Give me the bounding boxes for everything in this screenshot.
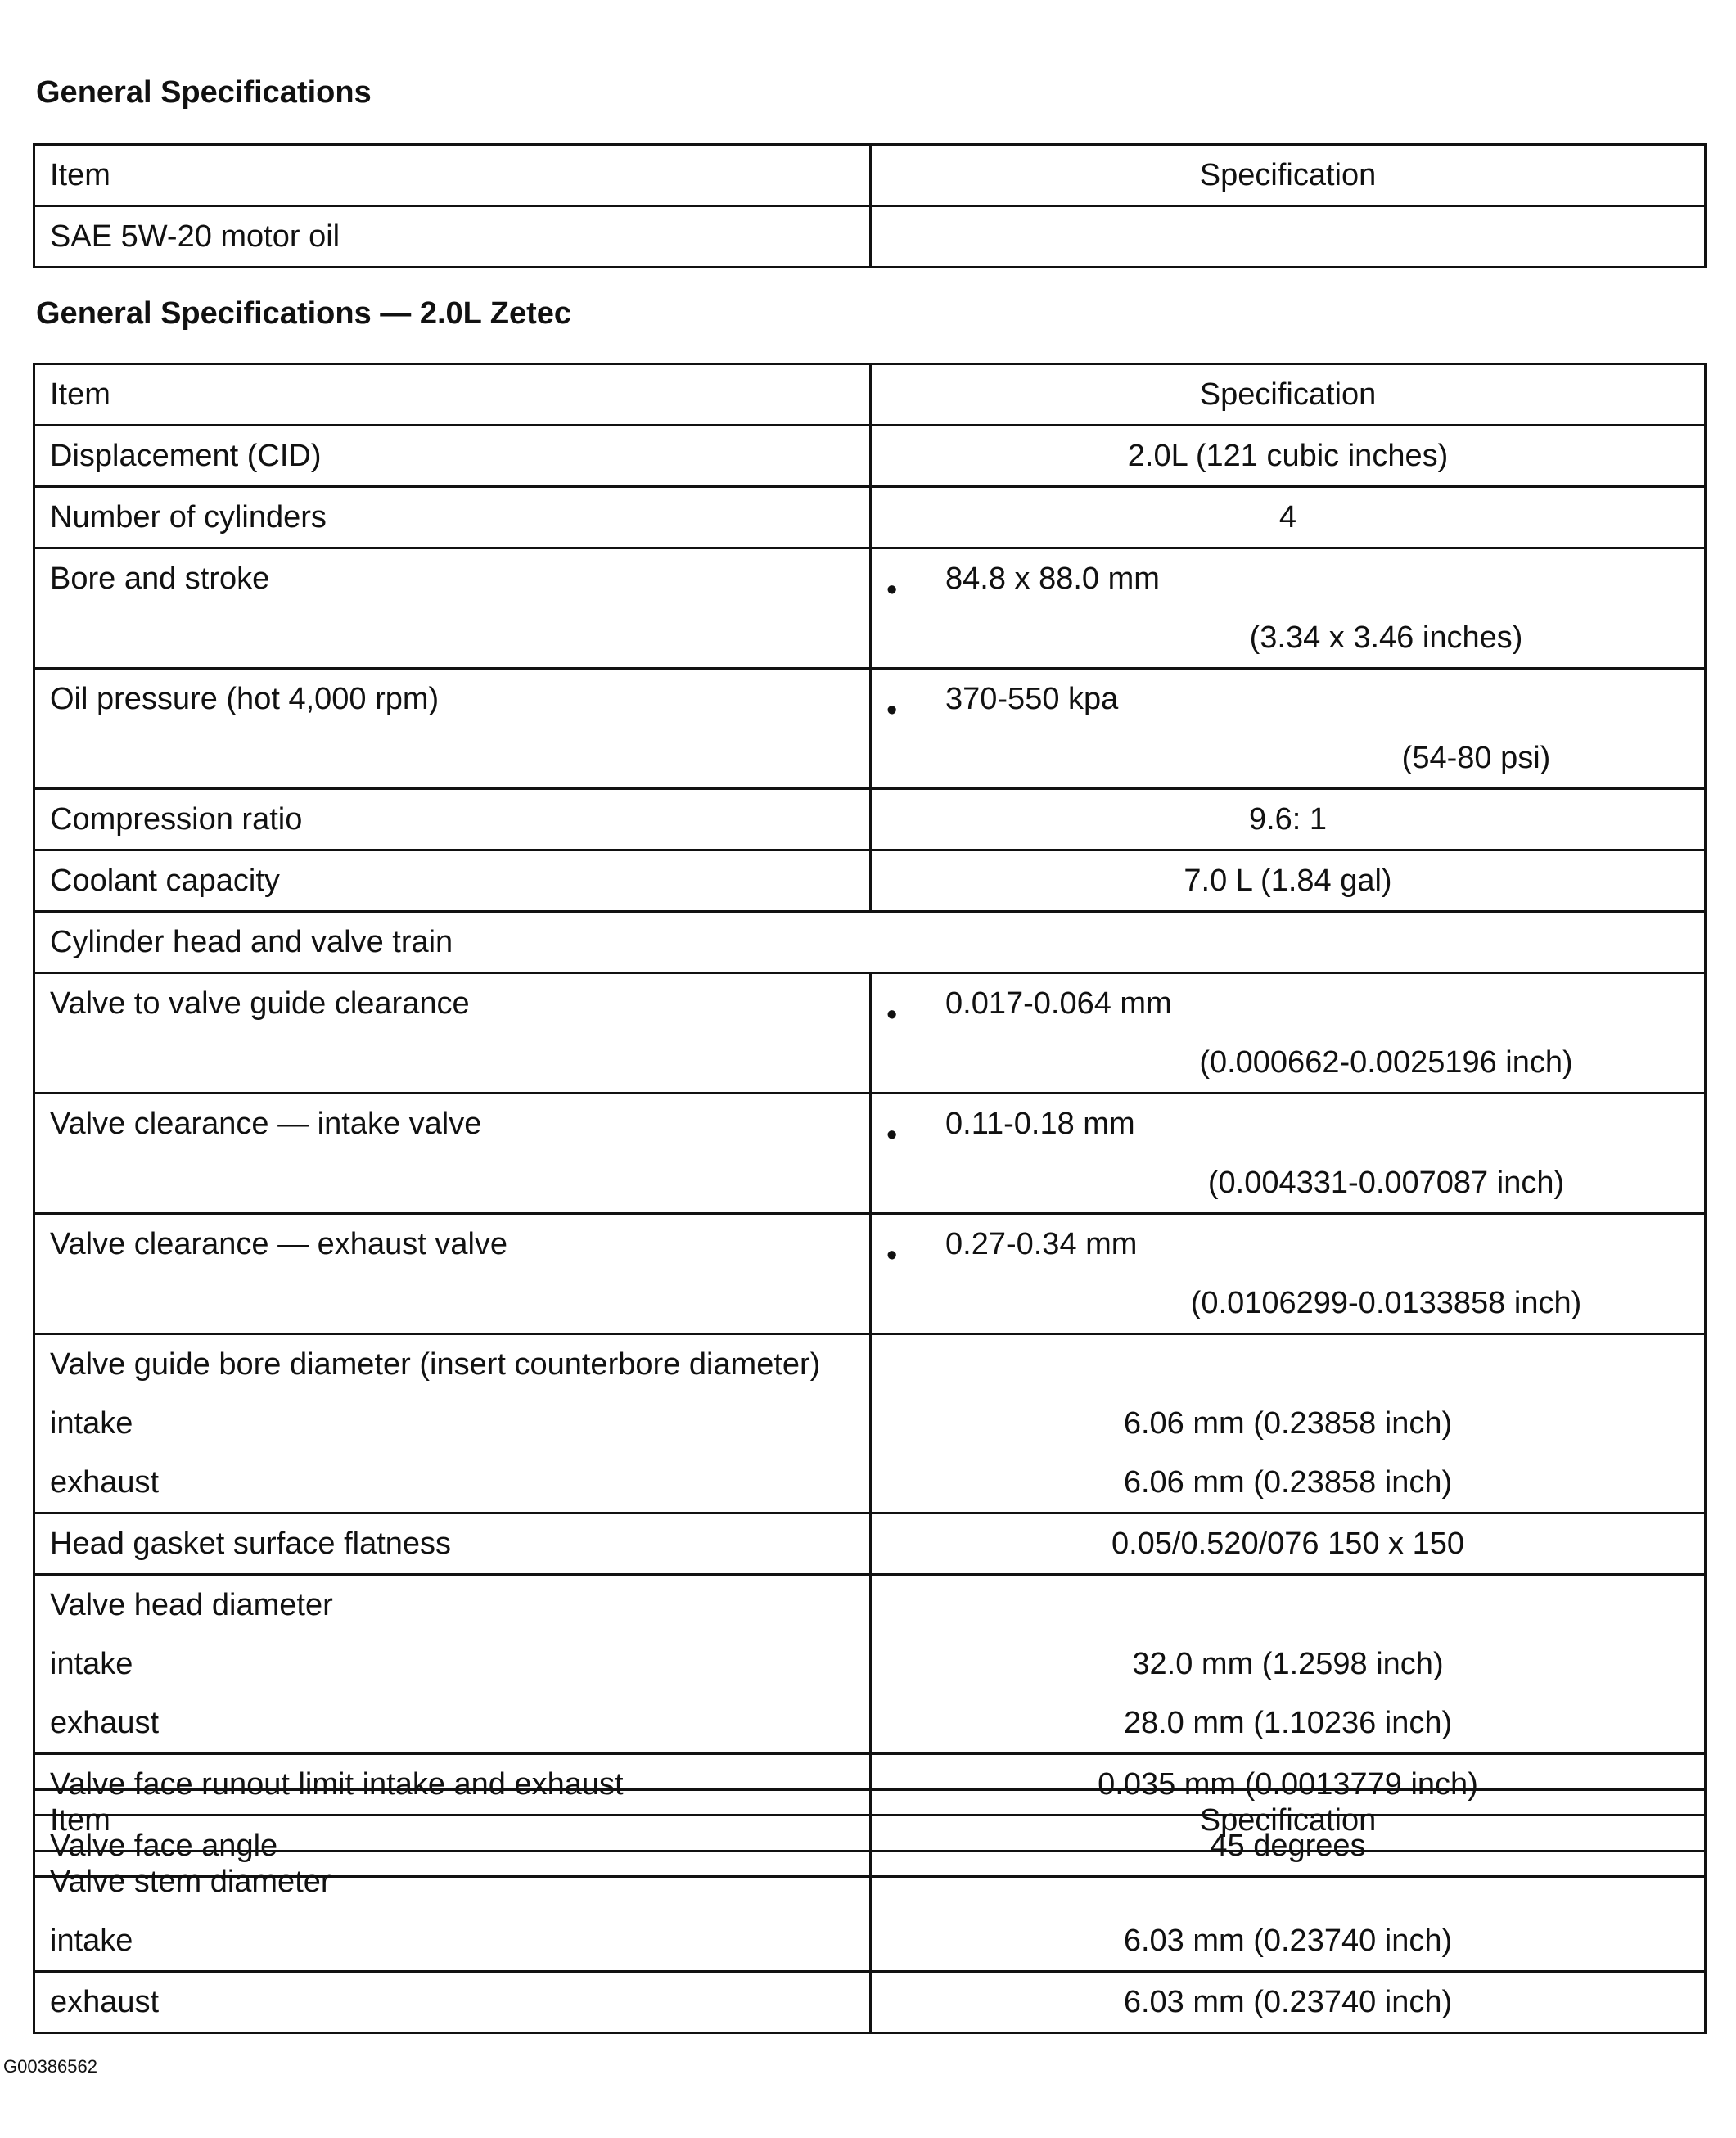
item-cell: Oil pressure (hot 4,000 rpm) [34,669,871,789]
spec-metric: 0.017-0.064 mm [945,986,1172,1021]
item-cell: Displacement (CID) [34,426,871,487]
spec-header: Specification [871,1790,1706,1852]
table-row [34,1214,1706,1334]
spec-metric: 370-550 kpa [945,682,1119,716]
spec-metric: 0.11-0.18 mm [945,1107,1135,1141]
item-cell: SAE 5W-20 motor oil [34,206,871,268]
spec-cell [871,1094,1706,1214]
spec-intake: 6.03 mm (0.23740 inch) [1123,1924,1453,1958]
section-heading: Cylinder head and valve train [34,912,1706,973]
item-sublabel-intake: intake [50,1647,133,1681]
spec-cell: 0.035 mm (0.0013779 inch) [871,1754,1706,1815]
table-row [34,426,1706,487]
table-row [34,1334,1706,1513]
spec-cell [871,1334,1706,1513]
spec-cell [871,1575,1706,1754]
item-cell: Compression ratio [34,789,871,850]
item-cell: Coolant capacity [34,850,871,912]
item-cell [34,1852,871,1972]
spec-cell: 7.0 L (1.84 gal) [871,850,1706,912]
item-sublabel-intake: intake [50,1406,133,1441]
table-row [34,669,1706,789]
spec-cell: 2.0L (121 cubic inches) [871,426,1706,487]
spec-cell [871,1214,1706,1334]
spec-intake: 32.0 mm (1.2598 inch) [1132,1647,1444,1681]
spec-cell: 9.6: 1 [871,789,1706,850]
item-cell: Valve face angle [34,1815,871,1877]
spec-imperial: (54-80 psi) [1401,741,1551,775]
item-sublabel-intake: intake [50,1924,133,1958]
zetec-spec-table [33,363,1707,1878]
table-row [34,1513,1706,1575]
spec-cell [871,548,1706,669]
valve-stem-table [33,1788,1707,2034]
spec-metric: 84.8 x 88.0 mm [945,562,1160,596]
table-row [34,1094,1706,1214]
spec-cell [871,206,1706,268]
item-cell: Valve face runout limit intake and exhaust [34,1754,871,1815]
spec-metric: 0.27-0.34 mm [945,1227,1138,1261]
table-row [34,973,1706,1094]
item-header: Item [34,364,871,426]
bullet-icon: • [886,1118,898,1152]
item-label: Valve stem diameter [50,1865,331,1899]
spec-exhaust: 28.0 mm (1.10236 inch) [1123,1706,1453,1740]
spec-exhaust: 6.06 mm (0.23858 inch) [1123,1465,1453,1500]
item-sublabel-exhaust: exhaust [50,1465,160,1500]
spec-intake: 6.06 mm (0.23858 inch) [1123,1406,1453,1441]
bullet-icon: • [886,998,898,1032]
item-cell [34,1334,871,1513]
spec-imperial: (0.0106299-0.0133858 inch) [1190,1286,1582,1320]
table-section-row [34,912,1706,973]
table-row [34,1972,1706,2033]
spec-cell [871,1852,1706,1972]
table-row [34,206,1706,268]
section-title-general: General Specifications [36,75,372,110]
table-row [34,1852,1706,1972]
spec-cell: 0.05/0.520/076 150 x 150 [871,1513,1706,1575]
item-cell: Bore and stroke [34,548,871,669]
table-row [34,548,1706,669]
bullet-icon: • [886,1238,898,1273]
item-cell: Valve clearance — exhaust valve [34,1214,871,1334]
item-header: Item [34,1790,871,1852]
item-cell [34,1575,871,1754]
spec-cell [871,669,1706,789]
spec-cell: 45 degrees [871,1815,1706,1877]
spec-imperial: (0.004331-0.007087 inch) [1207,1166,1565,1200]
spec-imperial: (0.000662-0.0025196 inch) [1199,1045,1573,1080]
item-sublabel-exhaust: exhaust [50,1706,160,1740]
bullet-icon: • [886,573,898,607]
section-title-zetec: General Specifications — 2.0L Zetec [36,296,571,331]
table-row [34,1575,1706,1754]
item-cell: exhaust [34,1972,871,2033]
item-cell: Head gasket surface flatness [34,1513,871,1575]
spec-header: Specification [871,364,1706,426]
table-row [34,487,1706,548]
item-cell: Number of cylinders [34,487,871,548]
table-row [34,789,1706,850]
spec-imperial: (3.34 x 3.46 inches) [1249,620,1523,655]
item-cell: Valve to valve guide clearance [34,973,871,1094]
item-label: Valve guide bore diameter (insert counterbore diameter) [50,1347,821,1382]
table-header [34,1790,1706,1852]
bullet-icon: • [886,693,898,728]
item-header: Item [34,145,871,206]
spec-cell: 4 [871,487,1706,548]
spec-cell [871,973,1706,1094]
item-label: Valve head diameter [50,1588,333,1622]
figure-id: G00386562 [3,2056,97,2077]
table-row [34,850,1706,912]
spec-header: Specification [871,145,1706,206]
table-header [34,364,1706,426]
item-cell: Valve clearance — intake valve [34,1094,871,1214]
general-spec-table [33,143,1707,268]
spec-cell: 6.03 mm (0.23740 inch) [871,1972,1706,2033]
table-header [34,145,1706,206]
